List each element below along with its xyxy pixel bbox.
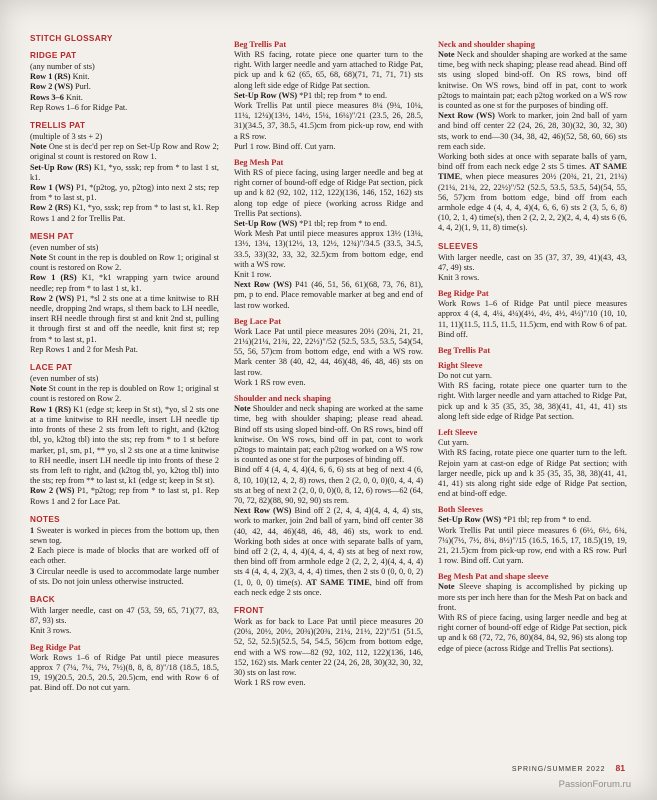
pattern-paragraph: (any number of sts) (30, 62, 95, 71)
pattern-paragraph: With RS facing, rotate piece one quarter turn to the right. With larger needle and yarn attached to Ridge Pat, pick up and k 35 (35, 35, 38, 38)(41, 41, 41, 41) sts along left side edge of Ridge Pat section. (438, 381, 627, 421)
pattern-paragraph: Work Lace Pat until piece measures 20½ (20¾, 21, 21, 21¼)(21¼, 21¾, 22, 22½)"/52 (52.5, 53.5, 53.5, 54)(54, 55, 56, 57)cm from bottom edge, end with a WS row. Mark center 38 (40, 42, 44, 46)(48, 46, 48, 46) sts on last row. (234, 326, 423, 377)
pattern-paragraph: Working both sides at once with separate balls of yarn, bind off from each neck edge 2 sts 5 times. AT SAME TIME, when piece measures 20½ (20¾, 21, 21, 21¼)(21¼, 21¾, 22, 22½)"/52 (52.5, 53.5, 53.5, 54)(54, 55, 56, 57)cm from bottom edge, bind off from each armhole edge 4 (4, 4, 4, 4)(4, 6, 6, 6) sts 2 (3, 5, 6, 8)(10, 2, 1, 4) time(s), then 2 (2, 2, 2, 2)(2, 4, 4, 4) sts 6 (6, 4, 4, 2)(1, 9, 11, 8) time(s). (438, 152, 627, 233)
pattern-paragraph: With RS of piece facing, using larger needle and beg at right corner of bound-off edge of Ridge Pat section, pick up and k 82 (92, 102, 112, 122)(136, 146, 152, 162) sts along top edge of piece (working across Ridge and Trellis Pat sections). (234, 168, 423, 218)
pattern-paragraph: Row 2 (RS) K1, *yo, sssk; rep from * to last st, k1. Rep Rows 1 and 2 for Trellis Pat. (30, 203, 219, 223)
pattern-paragraph: With RS facing, rotate piece one quarter turn to the left. Rejoin yarn at cast-on edge of Ridge Pat section; with larger needle, pick up and k 35 (35, 35, 38, 38)(41, 41, 41, 41) sts along right side edge of Ridge Pat section, end at bind-off edge. (438, 448, 627, 499)
section-heading: FRONT (234, 605, 264, 615)
pattern-paragraph: Knit 3 rows. (30, 626, 72, 636)
pattern-paragraph: Purl 1 row. Bind off. Cut yarn. (234, 141, 336, 151)
pattern-paragraph: Row 1 (RS) K1 (edge st; keep in St st), *yo, sl 2 sts one at a time knitwise to RH needle, insert LH needle tip into fronts of these 2 sts from left to right, and (k2tog tbl, yo, k2tog tbl) into the sts; rep from * to 1 st before marker, p1, sm, p1, ** yo, sl 2 sts one at a time knitwise to RH needle, insert LH needle tip into fronts of these 2 sts from left to right, and (k2tog tbl, yo, k2tog tbl) into the sts; rep from ** to last st, k1 (edge st; keep in St st). (30, 404, 219, 486)
pattern-paragraph: Rep Rows 1 and 2 for Mesh Pat. (30, 344, 138, 354)
page-footer (512, 763, 625, 773)
pattern-paragraph: Work Trellis Pat until piece measures 6 (6½, 6½, 6¾, 7¼)(7½, 7½, 8¼, 8½)"/15 (16.5, 16.5, 17, 18.5)(19, 19, 21, 21.5)cm from pick-up row, end with a RS row. Purl 1 row. Bind off. Cut yarn. (438, 525, 627, 566)
pattern-paragraph: Next Row (WS) Bind off 2 (2, 4, 4, 4)(4, 4, 4, 4) sts, work to marker, join 2nd ball of yarn, bind off center 38 (40, 42, 44, 46)(48, 46, 48, 46) sts, work to end. Working both sides at once with separate balls of yarn, bind off 2 (2, 4, 4, 4)(4, 4, 4, 4) sts at beg of next row, then bind off from armhole edge 2 (2, 2, 2, 4)(4, 4, 4, 4) sts 4 (4, 4, 4, 2)(3, 4, 4, 4) times, then 2 sts 0 (0, 0, 0, 2)(1, 0, 0, 0) time(s). AT SAME TIME, bind off from each neck edge 2 sts once. (234, 506, 423, 597)
pattern-paragraph: Work Rows 1–6 of Ridge Pat until piece measures approx 7 (7¼, 7¼, 7½, 7½)(8, 8, 8, 8)"/18 (18.5, 18.5, 19, 19)(20.5, 20.5, 20.5, 20.5)cm, end with Row 6 of pat. Bind off. Do not cut yarn. (30, 652, 219, 693)
sub-heading: Neck and shoulder shaping (438, 40, 535, 49)
pattern-paragraph: Note Neck and shoulder shaping are worked at the same time, beg with neck shaping; please read ahead. Bind off sts using sloped bind-off. On RS rows, bind off knitwise. On WS rows, bind off in pat, cont to work p2togs to maintain pat; each p2tog worked on a WS row is counted as one st for the purposes of binding off. (438, 50, 627, 111)
sub-heading: Beg Trellis Pat (438, 346, 491, 356)
sub-heading: Left Sleeve (438, 428, 478, 438)
section-heading: MESH PAT (30, 231, 74, 241)
pattern-paragraph: Row 2 (WS) P1, *p2tog; rep from * to last st, p1. Rep Rows 1 and 2 for Lace Pat. (30, 486, 219, 506)
pattern-paragraph: Note St count in the rep is doubled on Row 1; original st count is restored on Row 2. (30, 384, 219, 404)
pattern-paragraph: 3 Circular needle is used to accommodate large number of sts. Do not join unless otherwise instructed. (30, 566, 219, 586)
section-heading: SLEEVES (438, 241, 479, 251)
pattern-paragraph: Knit 3 rows. (438, 273, 480, 283)
pattern-paragraph: 1 Sweater is worked in pieces from the bottom up, then sewn tog. (30, 525, 219, 545)
pattern-paragraph: Work Trellis Pat until piece measures 8¼ (9¼, 10¼, 11¼, 12¼)(13½, 14½, 15¼, 16¼)"/21 (23.5, 26, 28.5, 31)(34.5, 37, 38.5, 41.5)cm from pick-up row, end with a RS row. (234, 101, 423, 141)
pattern-paragraph: Bind off 4 (4, 4, 4, 4)(4, 6, 6, 6) sts at beg of next 4 (6, 8, 10, 10)(12, 4, 2, 8) rows, then 2 (2, 0, 0, 0)(0, 4, 4, 4) sts at beg of next 2 (2, 0, 0, 0)(0, 8, 12, 6) rows—62 (64, 70, 72, 82)(88, 90, 92, 90) sts rem. (234, 465, 423, 505)
section-heading: STITCH GLOSSARY (30, 34, 113, 43)
issue-label: SPRING/SUMMER 2022 (511, 766, 606, 773)
pattern-paragraph: (multiple of 3 sts + 2) (30, 132, 103, 142)
sub-heading: Beg Mesh Pat (234, 158, 284, 168)
pattern-paragraph: Note One st is dec'd per rep on Set-Up Row and Row 2; original st count is restored on Row 1. (30, 142, 219, 162)
section-heading: NOTES (30, 514, 60, 524)
section-heading: LACE PAT (30, 363, 73, 373)
pattern-paragraph: Row 2 (WS) Purl. (30, 82, 91, 92)
sub-heading: Beg Lace Pat (234, 316, 281, 326)
sub-heading: Beg Ridge Pat (30, 642, 81, 652)
pattern-paragraph: 2 Each piece is made of blocks that are worked off of each other. (30, 546, 219, 566)
pattern-paragraph: Next Row (WS) P41 (46, 51, 56, 61)(68, 73, 76, 81), pm, p to end. Place removable marker at beg and end of last row worked. (234, 280, 423, 310)
sub-heading: Shoulder and neck shaping (234, 394, 331, 404)
pattern-paragraph: Work as for back to Lace Pat until piece measures 20 (20¼, 20½, 20½, 20¾)(20¾, 21¼, 21½, 22)"/51 (51.5, 52, 52, 52.5)(52.5, 54, 54.5, 56)cm from bottom edge, end with a WS row—82 (92, 102, 112, 122)(136, 146, 152, 162) sts. Mark center 22 (24, 26, 28, 30)(32, 30, 32, 30) sts on last row. (234, 616, 423, 677)
column-right (438, 34, 627, 693)
pattern-paragraph: Set-Up Row (WS) *P1 tbl; rep from * to end. (234, 219, 388, 229)
pattern-paragraph: Rows 3–6 Knit. (30, 92, 83, 102)
pattern-paragraph: (even number of sts) (30, 374, 99, 384)
section-heading: BACK (30, 594, 56, 604)
watermark-text: PassionForum.ru (558, 779, 631, 790)
pattern-paragraph: Row 2 (WS) P1, *sl 2 sts one at a time knitwise to RH needle, dropping 2nd wraps, sl them back to LH needle, insert RH needle through first st and knit 2nd st, pulling it through first st and off the needle, knit first st; rep from * to last st, p1. (30, 293, 219, 344)
pattern-paragraph: With larger needle, cast on 47 (53, 59, 65, 71)(77, 83, 87, 93) sts. (30, 605, 219, 626)
pattern-paragraph: Work Mesh Pat until piece measures approx 13½ (13¼, 13½, 13¼, 13)(12½, 13, 12½, 12¾)"/34.5 (33.5, 34.5, 33.5, 33)(32, 33, 32, 32.5)cm from bottom edge, end with a WS row. (234, 229, 423, 269)
pattern-columns (30, 34, 627, 693)
pattern-paragraph: Row 1 (WS) P1, *(p2tog, yo, p2tog) into next 2 sts; rep from * to last st, p1. (30, 183, 219, 203)
pattern-paragraph: Work 1 RS row even. (234, 678, 306, 688)
pattern-paragraph: Note St count in the rep is doubled on Row 1; original st count is restored on Row 2. (30, 253, 219, 273)
sub-heading: Both Sleeves (438, 505, 483, 515)
pattern-paragraph: Next Row (WS) Work to marker, join 2nd ball of yarn and bind off center 22 (24, 26, 28, 30)(32, 30, 32, 30) sts, work to end—30 (34, 38, 42, 46)(52, 58, 60, 66) sts rem each side. (438, 111, 627, 151)
pattern-paragraph: Set-Up Row (WS) *P1 tbl; rep from * to end. (438, 515, 592, 525)
section-heading: TRELLIS PAT (30, 121, 86, 131)
sub-heading: Beg Mesh Pat and shape sleeve (438, 572, 549, 582)
sub-heading: Beg Ridge Pat (438, 289, 489, 299)
pattern-paragraph: Work 1 RS row even. (234, 377, 306, 387)
sub-heading: Beg Trellis Pat (234, 40, 287, 49)
sub-heading: Right Sleeve (438, 361, 483, 371)
pattern-paragraph: Work Rows 1–6 of Ridge Pat until piece measures approx 4 (4, 4, 4¼, 4¼)(4½, 4½, 4½, 4½)"/10 (10, 10, 11, 11)(11.5, 11.5, 11.5, 11.5)cm, end with Row 6 of pat. Bind off. (438, 299, 627, 339)
pattern-paragraph: Rep Rows 1–6 for Ridge Pat. (30, 102, 128, 112)
pattern-paragraph: (even number of sts) (30, 242, 99, 252)
pattern-paragraph: With larger needle, cast on 35 (37, 37, 39, 41)(43, 43, 47, 49) sts. (438, 252, 627, 272)
page-number: 81 (615, 763, 625, 773)
pattern-paragraph: Do not cut yarn. (438, 371, 492, 381)
column-left (30, 34, 219, 693)
pattern-paragraph: With RS facing, rotate piece one quarter turn to the right. With larger needle and yarn attached to Ridge Pat, pick up and k 62 (65, 65, 68, 68)(71, 71, 71, 71) sts along left side edge of Ridge Pat section. (234, 50, 423, 90)
pattern-paragraph: Note Shoulder and neck shaping are worked at the same time, beg with shoulder shaping; please read ahead. Bind off sts using sloped bind-off. On RS rows, bind off knitwise. On WS rows, bind off in pat, cont to work p2togs to maintain pat; each p2tog worked on a WS row is counted as one st for the purposes of binding off. (234, 404, 423, 465)
column-middle (234, 34, 423, 693)
pattern-paragraph: Set-Up Row (RS) K1, *yo, sssk; rep from * to last 1 st, k1. (30, 162, 219, 182)
pattern-paragraph: Row 1 (RS) Knit. (30, 72, 90, 82)
pattern-paragraph: Knit 1 row. (234, 270, 272, 280)
pattern-paragraph: Note Sleeve shaping is accomplished by picking up more sts per inch here than for the Mesh Pat on back and front. (438, 582, 627, 612)
pattern-paragraph: Row 1 (RS) K1, *k1 wrapping yarn twice around needle; rep from * to last 1 st, k1. (30, 273, 219, 293)
pattern-paragraph: Set-Up Row (WS) *P1 tbl; rep from * to end. (234, 90, 388, 100)
pattern-paragraph: Cut yarn. (438, 438, 469, 448)
pattern-paragraph: With RS of piece facing, using larger needle and beg at right corner of bound-off edge of Ridge Pat section, pick up and k 68 (72, 72, 76, 80)(84, 84, 92, 96) sts along top edge of piece (across Ridge and Trellis Pat sections). (438, 612, 627, 653)
section-heading: RIDGE PAT (30, 51, 77, 60)
